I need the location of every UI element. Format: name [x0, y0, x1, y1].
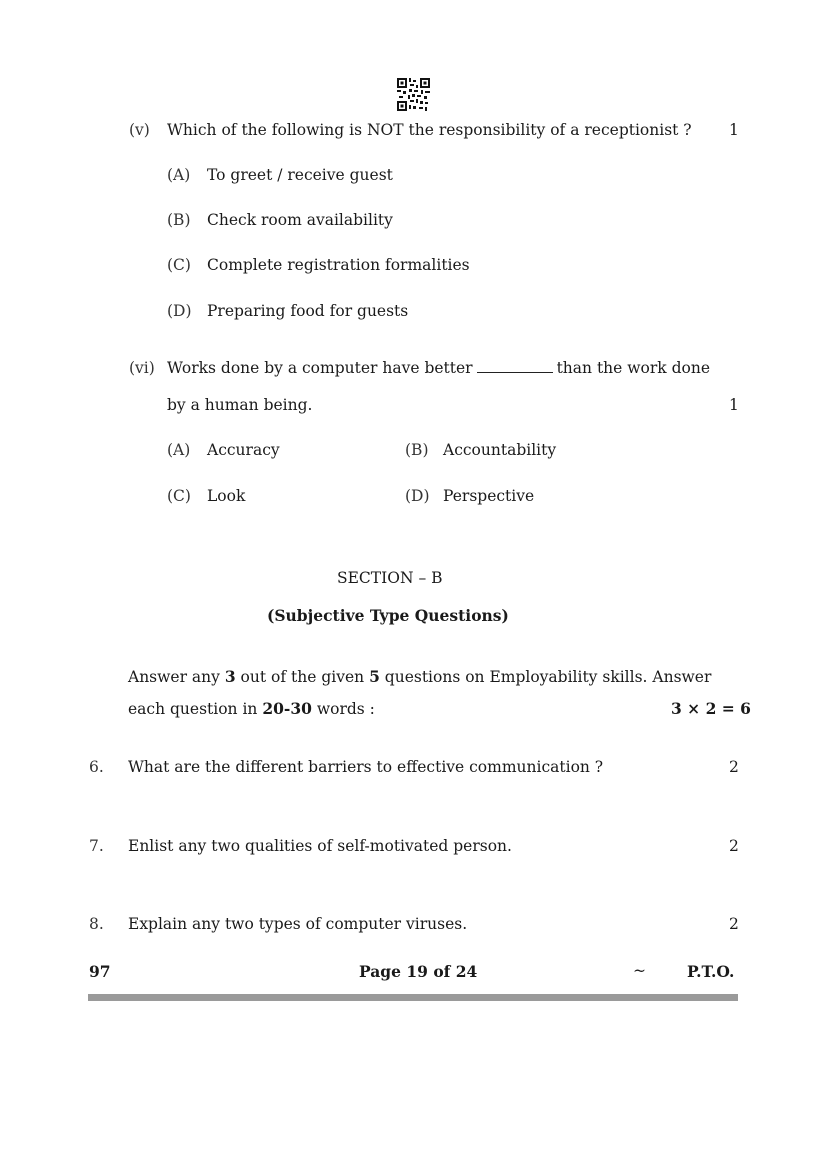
section-subtitle: (Subjective Type Questions)	[267, 606, 509, 625]
option-text: Accountability	[443, 441, 557, 459]
instr-number: 3	[224, 667, 236, 686]
question-vi-text-after: than the work done	[556, 359, 710, 377]
option-label: (C)	[167, 487, 191, 505]
instr-words: 20-30	[262, 699, 312, 718]
question-marks: 2	[729, 915, 739, 933]
question-v-number: (v)	[129, 121, 150, 139]
option-text: Look	[207, 487, 246, 505]
section-title: SECTION – B	[337, 569, 443, 587]
option-text: Perspective	[443, 487, 535, 505]
section-instructions-line2	[128, 699, 375, 718]
section-total-marks: 3 × 2 = 6	[671, 699, 751, 718]
question-vi-text-line2: by a human being.	[167, 396, 313, 414]
option-text: Accuracy	[207, 441, 280, 459]
footer-page-number: Page 19 of 24	[359, 962, 478, 981]
fill-in-blank	[477, 360, 553, 373]
question-marks: 2	[729, 837, 739, 855]
option-label: (A)	[167, 166, 191, 184]
question-vi-text-before: Works done by a computer have better	[167, 359, 473, 377]
option-text: To greet / receive guest	[207, 166, 393, 184]
section-instructions-line1	[128, 667, 711, 686]
question-number: 8.	[89, 915, 104, 933]
footer-rule	[88, 994, 738, 1001]
option-label: (D)	[405, 487, 430, 505]
instr-text: words :	[311, 700, 375, 718]
question-text: Explain any two types of computer viruses.	[128, 915, 468, 933]
question-vi-text	[167, 359, 710, 377]
footer-code: 97	[89, 962, 111, 981]
option-label: (B)	[405, 441, 429, 459]
instr-text: questions on Employability skills. Answer	[379, 668, 712, 686]
instr-text: out of the given	[235, 668, 370, 686]
question-vi-marks: 1	[729, 396, 739, 414]
question-v-text: Which of the following is NOT the responsibility of a receptionist ?	[167, 121, 692, 139]
question-number: 6.	[89, 758, 104, 776]
footer-tilde: ~	[633, 962, 646, 980]
option-label: (B)	[167, 211, 191, 229]
qr-code-icon	[397, 78, 430, 111]
question-number: 7.	[89, 837, 104, 855]
instr-text: each question in	[128, 700, 263, 718]
option-label: (D)	[167, 302, 192, 320]
question-marks: 2	[729, 758, 739, 776]
option-text: Preparing food for guests	[207, 302, 409, 320]
option-label: (A)	[167, 441, 191, 459]
question-text: Enlist any two qualities of self-motivated person.	[128, 837, 512, 855]
footer-pto: P.T.O.	[687, 962, 735, 981]
question-v-marks: 1	[729, 121, 739, 139]
question-vi-number: (vi)	[129, 359, 155, 377]
option-label: (C)	[167, 256, 191, 274]
instr-text: Answer any	[128, 668, 225, 686]
question-text: What are the different barriers to effective communication ?	[128, 758, 604, 776]
option-text: Complete registration formalities	[207, 256, 470, 274]
option-text: Check room availability	[207, 211, 393, 229]
instr-number: 5	[369, 667, 380, 686]
